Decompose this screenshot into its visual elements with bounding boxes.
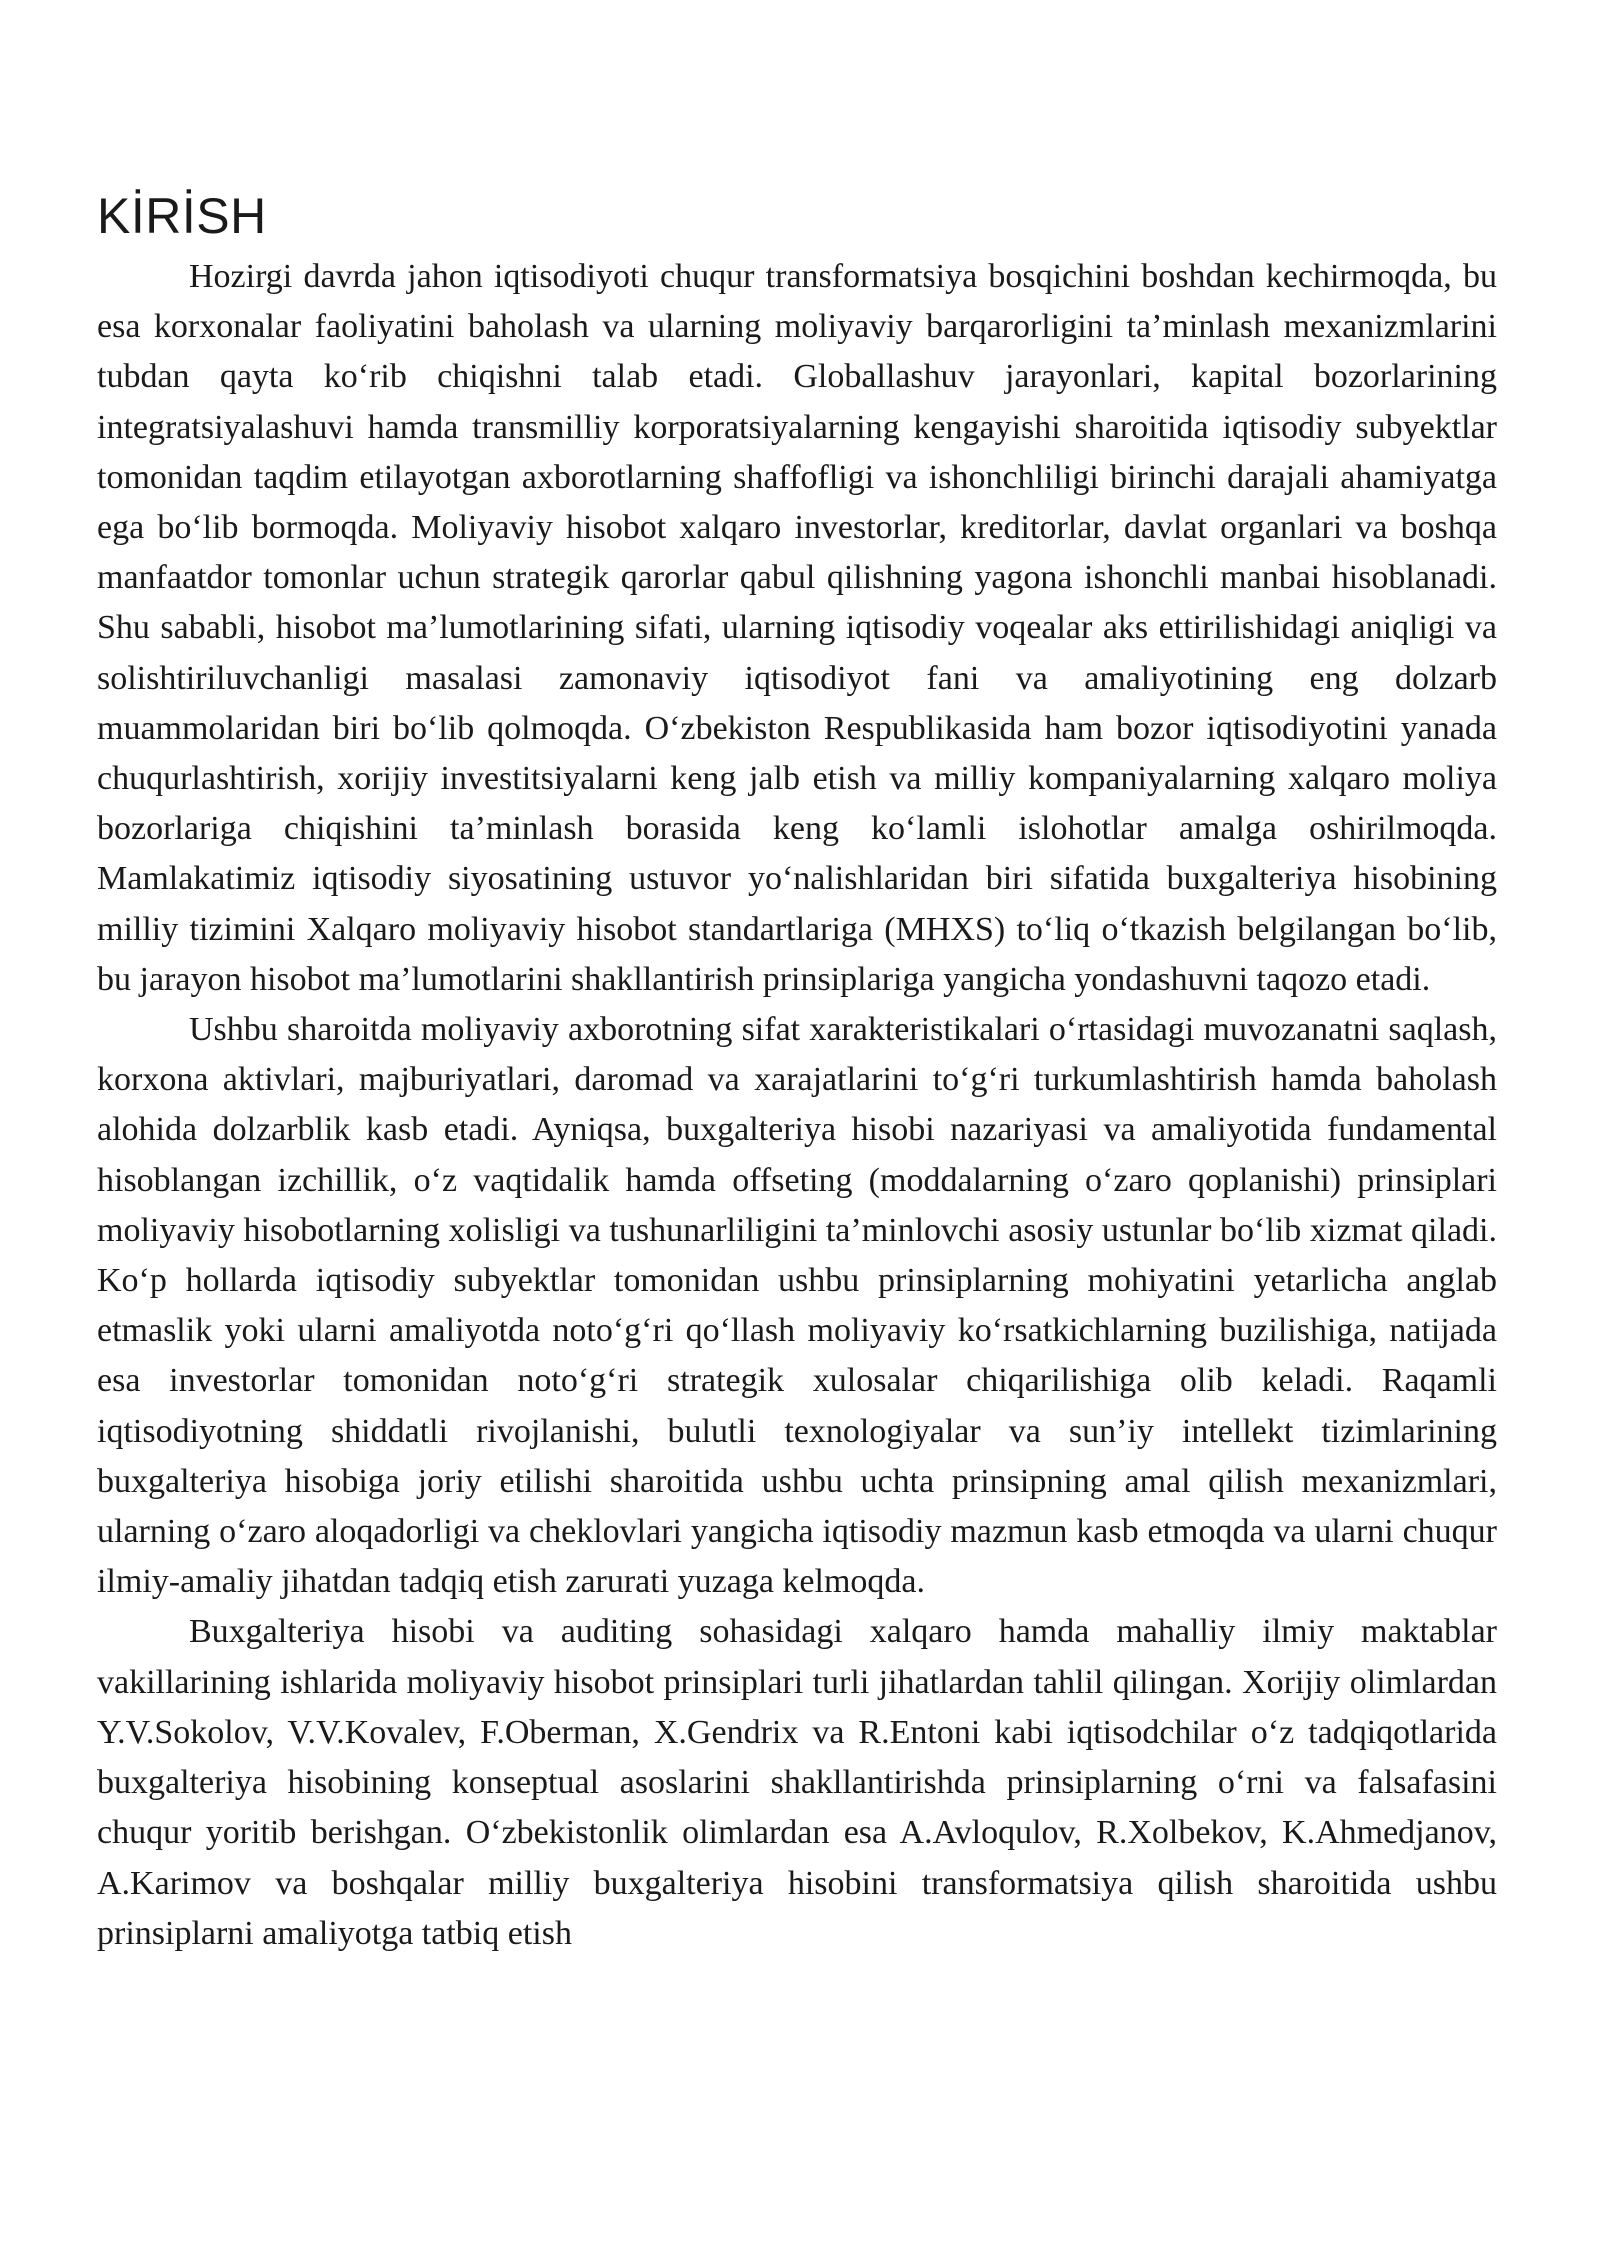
section-heading: KİRİSH: [97, 188, 267, 244]
document-body: [97, 186, 1497, 1959]
paragraph-1: Hozirgi davrda jahon iqtisodiyoti chuqur transformatsiya bosqichini boshdan kechirmoqda, bu esa korxonalar faoliyatini baholash va ularning moliyaviy barqarorligini ta’minlash mexanizmlarini tubdan qayta ko‘rib chiqishni talab etadi. Globallashuv jarayonlari, kapital bozorlarining integratsiyalashuvi hamda transmilliy korporatsiyalarning kengayishi sharoitida iqtisodiy subyektlar tomonidan taqdim etilayotgan axborotlarning shaffofligi va ishonchliligi birinchi darajali ahamiyatga ega bo‘lib bormoqda. Moliyaviy hisobot xalqaro investorlar, kreditorlar, davlat organlari va boshqa manfaatdor tomonlar uchun strategik qarorlar qabul qilishning yagona ishonchli manbai hisoblanadi. Shu sababli, hisobot ma’lumotlarining sifati, ularning iqtisodiy voqealar aks ettirilishidagi aniqligi va solishtiriluvchanligi masalasi zamonaviy iqtisodiyot fani va amaliyotining eng dolzarb muammolaridan biri bo‘lib qolmoqda. O‘zbekiston Respublikasida ham bozor iqtisodiyotini yanada chuqurlashtirish, xorijiy investitsiyalarni keng jalb etish va milliy kompaniyalarning xalqaro moliya bozorlariga chiqishini ta’minlash borasida keng ko‘lamli islohotlar amalga oshirilmoqda. Mamlakatimiz iqtisodiy siyosatining ustuvor yo‘nalishlaridan biri sifatida buxgalteriya hisobining milliy tizimini Xalqaro moliyaviy hisobot standartlariga (MHXS) to‘liq o‘tkazish belgilangan bo‘lib, bu jarayon hisobot ma’lumotlarini shakllantirish prinsiplariga yangicha yondashuvni taqozo etadi.: [97, 258, 1497, 998]
paragraph-3: Buxgalteriya hisobi va auditing sohasidagi xalqaro hamda mahalliy ilmiy maktablar vakillarining ishlarida moliyaviy hisobot prinsiplari turli jihatlardan tahlil qilingan. Xorijiy olimlardan Y.V.Sokolov, V.V.Kovalev, F.Oberman, X.Gendrix va R.Entoni kabi iqtisodchilar o‘z tadqiqotlarida buxgalteriya hisobining konseptual asoslarini shakllantirishda prinsiplarning o‘rni va falsafasini chuqur yoritib berishgan. O‘zbekistonlik olimlardan esa A.Avloqulov, R.Xolbekov, K.Ahmedjanov, A.Karimov va boshqalar milliy buxgalteriya hisobini transformatsiya qilish sharoitida ushbu prinsiplarni amaliyotga tatbiq etish: [97, 1613, 1497, 1952]
paragraph-2: Ushbu sharoitda moliyaviy axborotning sifat xarakteristikalari o‘rtasidagi muvozanatni saqlash, korxona aktivlari, majburiyatlari, daromad va xarajatlarini to‘g‘ri turkumlashtirish hamda baholash alohida dolzarblik kasb etadi. Ayniqsa, buxgalteriya hisobi nazariyasi va amaliyotida fundamental hisoblangan izchillik, o‘z vaqtidalik hamda offseting (moddalarning o‘zaro qoplanishi) prinsiplari moliyaviy hisobotlarning xolisligi va tushunarliligini ta’minlovchi asosiy ustunlar bo‘lib xizmat qiladi. Ko‘p hollarda iqtisodiy subyektlar tomonidan ushbu prinsiplarning mohiyatini yetarlicha anglab etmaslik yoki ularni amaliyotda noto‘g‘ri qo‘llash moliyaviy ko‘rsatkichlarning buzilishiga, natijada esa investorlar tomonidan noto‘g‘ri strategik xulosalar chiqarilishiga olib keladi. Raqamli iqtisodiyotning shiddatli rivojlanishi, bulutli texnologiyalar va sun’iy intellekt tizimlarining buxgalteriya hisobiga joriy etilishi sharoitida ushbu uchta prinsipning amal qilish mexanizmlari, ularning o‘zaro aloqadorligi va cheklovlari yangicha iqtisodiy mazmun kasb etmoqda va ularni chuqur ilmiy-amaliy jihatdan tadqiq etish zarurati yuzaga kelmoqda.: [97, 1011, 1497, 1601]
